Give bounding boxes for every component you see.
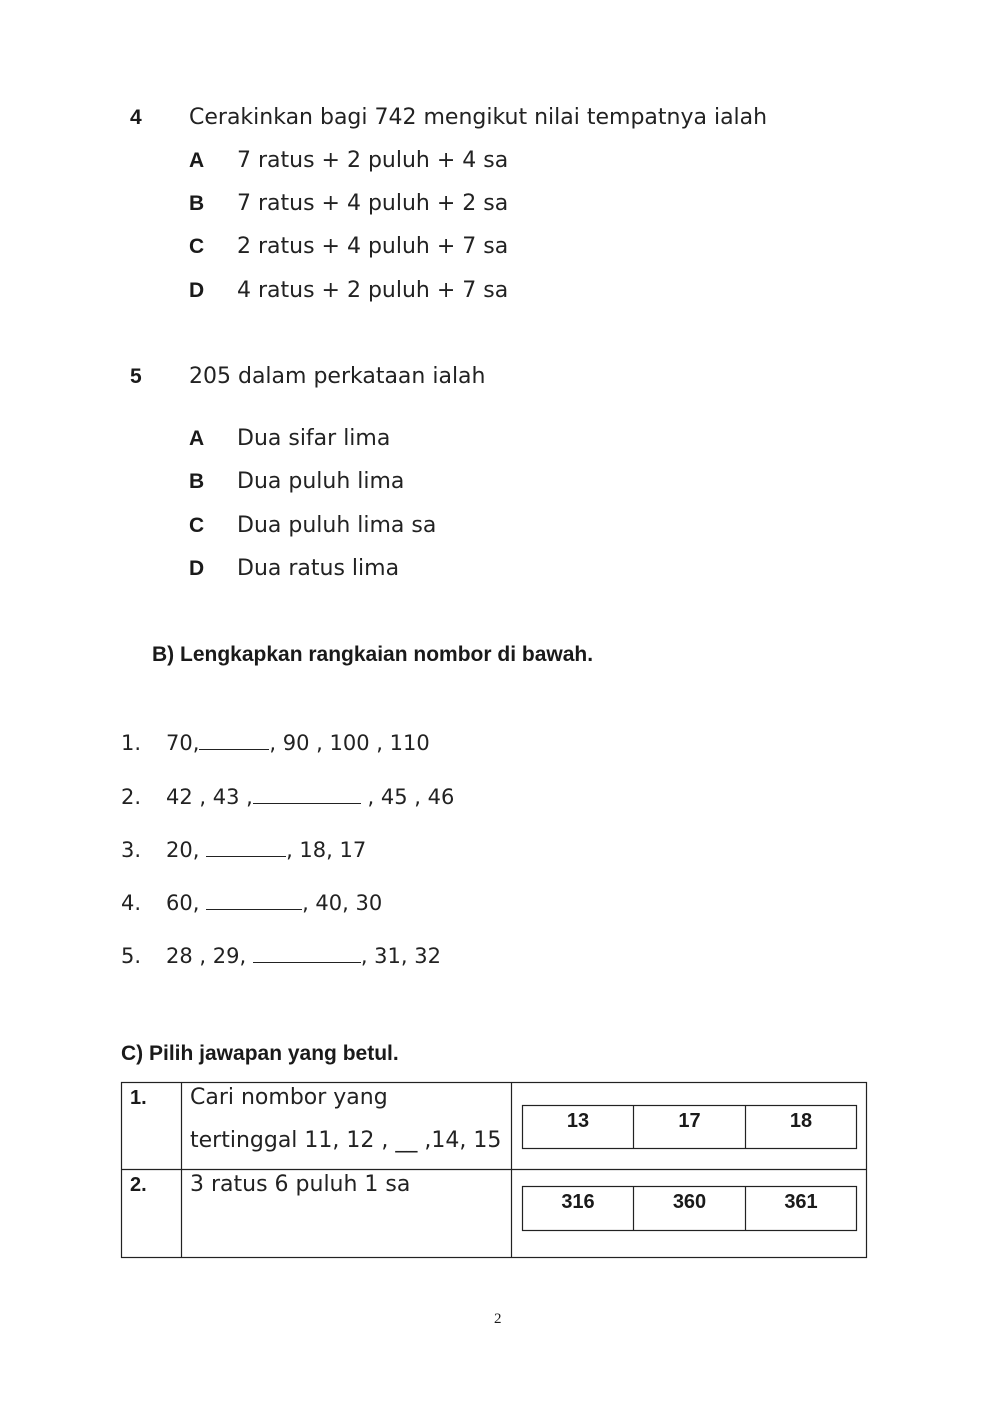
row-number: 1. xyxy=(130,1087,147,1109)
sequence-after: , 31, 32 xyxy=(360,944,441,968)
option-label[interactable]: C xyxy=(189,514,205,537)
option-text[interactable]: Dua sifar lima xyxy=(237,426,391,451)
option-text[interactable]: Dua puluh lima sa xyxy=(237,513,437,538)
option-label[interactable]: B xyxy=(189,470,205,493)
option-text[interactable]: Dua ratus lima xyxy=(237,556,400,581)
row-question-line: Cari nombor yang xyxy=(190,1085,388,1110)
option-text[interactable]: 2 ratus + 4 puluh + 7 sa xyxy=(237,234,509,259)
option-label[interactable]: B xyxy=(189,192,205,215)
sequence-after: , 90 , 100 , 110 xyxy=(269,731,430,755)
row-number: 2. xyxy=(130,1174,147,1196)
row-question-line: tertinggal 11, 12 , __ ,14, 15 xyxy=(190,1128,502,1153)
sequence-after: , 40, 30 xyxy=(302,891,383,915)
sequence-before: 28 , 29, xyxy=(166,944,253,968)
option-text[interactable]: Dua puluh lima xyxy=(237,469,405,494)
row-question-line: 3 ratus 6 puluh 1 sa xyxy=(190,1172,411,1197)
option-text[interactable]: 7 ratus + 4 puluh + 2 sa xyxy=(237,191,509,216)
answer-choice[interactable]: 17 xyxy=(678,1110,701,1132)
answer-choice[interactable]: 361 xyxy=(784,1191,818,1213)
question-text: Cerakinkan bagi 742 mengikut nilai tempatnya ialah xyxy=(189,105,768,130)
option-label[interactable]: C xyxy=(189,235,205,258)
option-label[interactable]: A xyxy=(189,149,205,172)
answer-choice[interactable]: 316 xyxy=(561,1191,595,1213)
section-heading: C) Pilih jawapan yang betul. xyxy=(121,1042,399,1065)
sequence-number: 4. xyxy=(121,891,142,915)
sequence-before: 60, xyxy=(166,891,207,915)
sequence-after: , 45 , 46 xyxy=(360,785,455,809)
section-heading: B) Lengkapkan rangkaian nombor di bawah. xyxy=(152,643,594,666)
question-number: 5 xyxy=(130,365,142,388)
sequence-after: , 18, 17 xyxy=(286,838,367,862)
sequence-before: 42 , 43 , xyxy=(166,785,253,809)
sequence-number: 1. xyxy=(121,731,142,755)
answer-choice[interactable]: 13 xyxy=(566,1110,590,1132)
answer-choice[interactable]: 18 xyxy=(789,1110,813,1132)
option-text[interactable]: 4 ratus + 2 puluh + 7 sa xyxy=(237,278,509,303)
answer-choice[interactable]: 360 xyxy=(672,1191,707,1213)
option-label[interactable]: D xyxy=(189,279,205,302)
sequence-number: 3. xyxy=(121,838,142,862)
page-number: 2 xyxy=(494,1311,502,1327)
option-label[interactable]: D xyxy=(189,557,205,580)
option-label[interactable]: A xyxy=(189,427,205,450)
question-number: 4 xyxy=(130,106,142,129)
sequence-number: 2. xyxy=(121,785,142,809)
sequence-number: 5. xyxy=(121,944,142,968)
sequence-before: 20, xyxy=(166,838,207,862)
sequence-before: 70, xyxy=(166,731,200,755)
question-text: 205 dalam perkataan ialah xyxy=(189,364,486,389)
option-text[interactable]: 7 ratus + 2 puluh + 4 sa xyxy=(237,148,509,173)
